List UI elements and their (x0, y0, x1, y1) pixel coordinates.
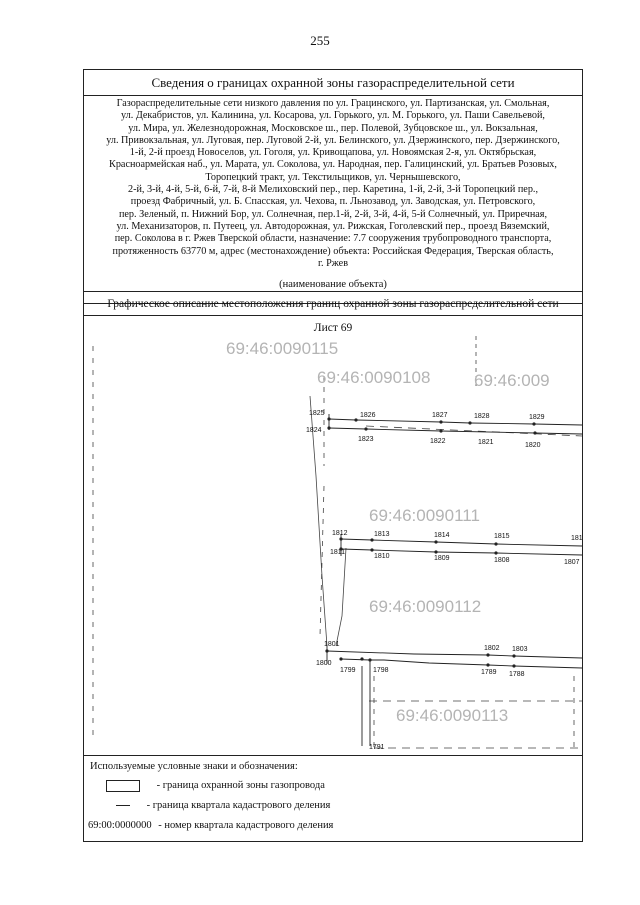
zone-boundary-line (341, 539, 582, 546)
quarter-number: 69:46:0090108 (317, 368, 431, 387)
description-line: ул. Декабристов, ул. Калинина, ул. Косарова, ул. Горького, ул. М. Горького, ул. Паши Савельевой, (121, 110, 545, 122)
description-line: Торопецкий тракт, ул. Текстильщиков, ул. Чернышевского, (205, 171, 461, 183)
legend (84, 756, 582, 841)
point-label: 1798 (373, 667, 389, 674)
description-line: пер. Зеленый, п. Нижний Бор, ул. Солнечная, пер.1-й, 2-й, 3-й, 4-й, 5-й Солнечный, ул. Приречная, (118, 208, 548, 220)
point-label: 1815 (494, 533, 510, 540)
point-label: 181 (571, 535, 582, 542)
boundary-point (339, 537, 342, 540)
boundary-point (325, 649, 328, 652)
sheet-label: Лист 69 (313, 322, 353, 334)
point-label: 1811 (330, 549, 346, 556)
boundary-point (434, 550, 437, 553)
point-label: 1822 (430, 438, 446, 445)
quarter-number: 69:46:0090113 (396, 706, 509, 725)
zone-boundary-line (327, 651, 582, 658)
drawing-canvas (84, 316, 582, 756)
description-line: Газораспределительные сети низкого давления по ул. Грацинского, ул. Партизанская, ул. Смольная, (116, 98, 550, 109)
point-label: 1802 (484, 645, 500, 652)
point-label: 1789 (481, 669, 497, 676)
legend-title: Используемые условные знаки и обозначения: (90, 761, 298, 772)
point-label: 1799 (340, 667, 356, 674)
page-number: 255 (310, 33, 330, 48)
point-label: 1826 (360, 412, 376, 419)
boundary-point (532, 422, 535, 425)
legend-item-text: - граница охранной зоны газопровода (156, 780, 325, 792)
object-name-caption: (наименование объекта) (84, 278, 582, 292)
point-label: 1788 (509, 671, 525, 678)
boundary-point (512, 654, 515, 657)
quarter-number: 69:46:0090112 (369, 597, 482, 616)
point-label: 1829 (529, 414, 545, 421)
legend-item-quarter-number (88, 820, 333, 831)
legend-item-text: - граница квартала кадастрового деления (146, 800, 331, 811)
point-label: 1810 (374, 553, 390, 560)
quarter-boundaries (93, 336, 582, 748)
point-label: 1827 (432, 412, 448, 419)
boundary-point (370, 548, 373, 551)
description-line: г. Ржев (317, 257, 349, 269)
point-label: 1813 (374, 531, 390, 538)
point-labels-group-a (306, 410, 545, 449)
legend-item-text: - номер квартала кадастрового деления (158, 820, 334, 831)
boundary-point (368, 658, 371, 661)
boundary-point (439, 420, 442, 423)
quarter-number: 69:46:009 (474, 371, 550, 390)
boundary-point (494, 551, 497, 554)
point-label: 1807 (564, 559, 580, 566)
point-label: 1825 (309, 410, 325, 417)
point-label: 1824 (306, 427, 322, 434)
boundary-point (512, 664, 515, 667)
boundary-point (370, 538, 373, 541)
point-label: 1821 (478, 439, 494, 446)
boundary-point (327, 417, 330, 420)
point-label: 1808 (494, 557, 510, 564)
point-label: 1803 (512, 646, 528, 653)
boundary-point (468, 421, 471, 424)
boundary-point (434, 540, 437, 543)
graphic-description-title: Графическое описание местоположения границ охранной зоны газораспределительной сети (84, 292, 582, 316)
boundary-point (439, 429, 442, 432)
point-label: 1820 (525, 442, 541, 449)
description-line: ул. Мира, ул. Железнодорожная, Московское ш., пер. Полевой, Зубцовское ш., ул. Вокзальная, (128, 122, 538, 134)
boundary-point (354, 418, 357, 421)
boundary-point (360, 657, 363, 660)
description-line: протяженность 63770 м, адрес (местонахождение) объекта: Российская Федерация, Тверская область, (112, 245, 554, 257)
point-label: 1800 (316, 660, 332, 667)
description-line: ул. Привокзальная, ул. Луговая, пер. Луговой 2-й, ул. Белинского, ул. Дзержинского, пер. Дзержинского, (106, 134, 560, 146)
point-labels-group-b (330, 530, 582, 566)
point-label: 1809 (434, 555, 450, 562)
quarter-boundary-symbol (116, 805, 130, 806)
object-description (84, 96, 582, 304)
description-line: 2-й, 3-й, 4-й, 5-й, 6-й, 7-й, 8-й Мелиховский пер., пер. Каретина, 1-й, 2-й, 3-й Торопецкий пер., (127, 184, 539, 196)
quarter-boundary-line (366, 426, 582, 436)
legend-item-quarter-boundary (90, 800, 330, 811)
point-label: 1812 (332, 530, 348, 537)
boundary-point (339, 657, 342, 660)
boundary-point (494, 542, 497, 545)
description-line: проезд Фабричный, ул. Б. Спасская, ул. Чехова, п. Льнозавод, ул. Заводская, ул. Петровского, (130, 196, 536, 208)
boundary-point (327, 426, 330, 429)
point-label: 1814 (434, 532, 450, 539)
point-labels-group-c (316, 641, 528, 751)
description-line: Красноармейская наб., ул. Марата, ул. Соколова, ул. Народная, пер. Галицинский, ул. Братьев Розовых, (109, 159, 557, 171)
point-label: 1828 (474, 413, 490, 420)
quarter-number: 69:46:0090111 (369, 506, 480, 525)
point-label: 1801 (324, 641, 340, 648)
boundary-point (364, 427, 367, 430)
quarter-number: 69:46:0090115 (226, 339, 339, 358)
zone-boundary-symbol (106, 780, 140, 792)
quarter-number-symbol: 69:00:0000000 (88, 820, 152, 831)
cadastral-drawing (84, 316, 582, 756)
section-title: Сведения о границах охранной зоны газораспределительной сети (84, 70, 582, 96)
point-label: 1791 (369, 744, 385, 751)
description-line: ул. Механизаторов, п. Путеец, ул. Автодорожная, ул. Рижская, Гоголевский пер., проезд Вяземский, (116, 220, 550, 232)
zone-boundary-group-c (327, 646, 582, 746)
description-line: пер. Соколова в г. Ржев Тверской области, назначение: 7.7 сооружения трубопроводного транспорта, (114, 233, 552, 245)
boundary-point (486, 663, 489, 666)
document-frame (83, 69, 583, 842)
quarter-boundary-line (336, 548, 346, 646)
boundary-point (486, 653, 489, 656)
point-label: 1823 (358, 436, 374, 443)
quarter-boundary-line (320, 486, 324, 636)
description-line: 1-й, 2-й проезд Новоселов, ул. Гоголя, ул. Кривощапова, ул. Новоямская 2-я, ул. Октябрьская, (129, 147, 537, 159)
boundary-point (533, 431, 536, 434)
legend-item-zone-boundary (90, 780, 325, 792)
